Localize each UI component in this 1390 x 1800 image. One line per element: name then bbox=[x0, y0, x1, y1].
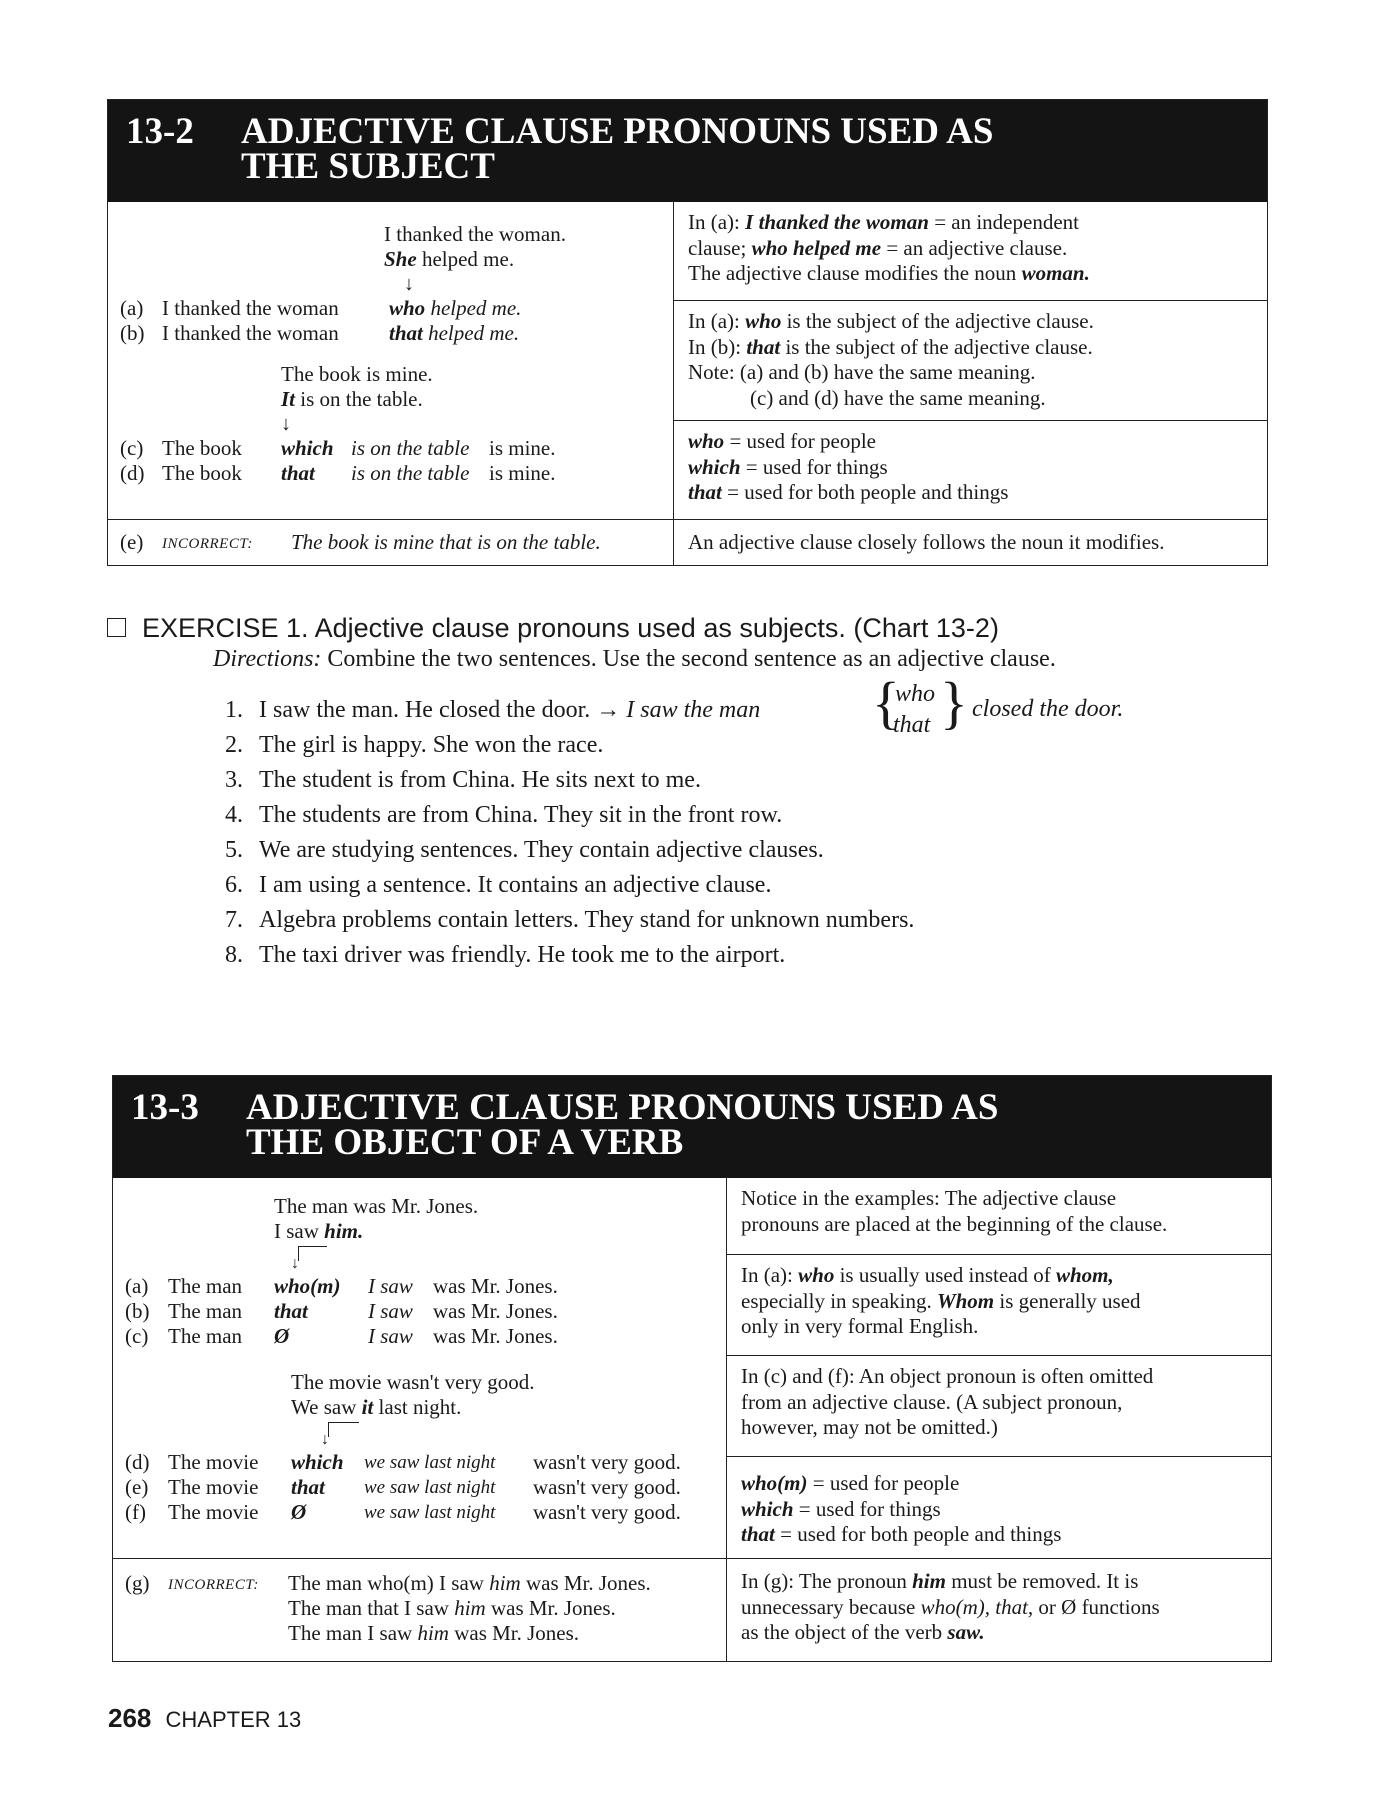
example-a-label: (a) bbox=[125, 1274, 149, 1298]
example-d-end: wasn't very good. bbox=[533, 1450, 681, 1474]
example-b-main: I thanked the woman bbox=[162, 321, 339, 345]
example-a-main: I thanked the woman bbox=[162, 296, 339, 320]
answer-option-that: that bbox=[893, 712, 931, 738]
example-b-pronoun: that bbox=[274, 1299, 308, 1323]
incorrect-example-cell bbox=[108, 520, 674, 565]
explanation-cell: In (a): who is the subject of the adjective clause. In (b): that is the subject of the adjective clause. Note: (a) and (b) have the same meaning. (c) and (d) have the same meaning. bbox=[674, 300, 1267, 420]
example-e-label: (e) bbox=[125, 1475, 149, 1499]
example-d-end: is mine. bbox=[489, 461, 556, 485]
page-number: 268 bbox=[108, 1703, 152, 1733]
exercise-item: 3. The student is from China. He sits next to me. bbox=[225, 767, 701, 793]
example-e-clause: we saw last night bbox=[364, 1477, 496, 1498]
example-sentence: The book is mine. bbox=[281, 362, 433, 386]
example-c-end: was Mr. Jones. bbox=[433, 1324, 558, 1348]
incorrect-sentence: The man who(m) I saw him was Mr. Jones. bbox=[288, 1571, 651, 1595]
example-g-label: (g) bbox=[125, 1571, 150, 1595]
example-d-pronoun: that bbox=[281, 461, 315, 485]
example-e-main: The movie bbox=[168, 1475, 259, 1499]
example-sentence: We saw it last night. bbox=[291, 1395, 462, 1419]
example-e-end: wasn't very good. bbox=[533, 1475, 681, 1499]
example-f-clause: we saw last night bbox=[364, 1502, 496, 1523]
exercise-item: 5. We are studying sentences. They contain adjective clauses. bbox=[225, 837, 824, 863]
exercise-item-1: 1. I saw the man. He closed the door. → I saw the man bbox=[225, 697, 761, 723]
explanation-cell: In (g): The pronoun him must be removed. It is unnecessary because who(m), that, or Ø functions as the object of the verb saw. bbox=[741, 1569, 1160, 1644]
chart-13-2 bbox=[107, 99, 1268, 566]
example-c-main: The book bbox=[162, 436, 242, 460]
examples-column bbox=[108, 202, 674, 519]
example-d-clause: we saw last night bbox=[364, 1452, 496, 1473]
explanation-text: An adjective clause closely follows the noun it modifies. bbox=[688, 530, 1165, 554]
exercise-item-1-answer-end: closed the door. bbox=[972, 696, 1124, 722]
chart-title-line2: THE SUBJECT bbox=[241, 146, 495, 187]
page-footer bbox=[108, 1703, 301, 1734]
example-sentence: I thanked the woman. bbox=[384, 222, 566, 246]
example-d-label: (d) bbox=[120, 461, 145, 485]
example-d-main: The book bbox=[162, 461, 242, 485]
incorrect-sentence: The man that I saw him was Mr. Jones. bbox=[288, 1596, 616, 1620]
explanations-column bbox=[674, 202, 1267, 519]
example-a-end: was Mr. Jones. bbox=[433, 1274, 558, 1298]
example-f-label: (f) bbox=[125, 1500, 146, 1524]
down-arrow-icon: ↓ bbox=[404, 273, 414, 295]
incorrect-label: INCORRECT: bbox=[168, 1577, 259, 1593]
answer-option-who: who bbox=[895, 681, 936, 707]
exercise-directions: Directions: Combine the two sentences. Use the second sentence as an adjective clause. bbox=[213, 646, 1056, 672]
example-sentence: I saw him. bbox=[274, 1219, 364, 1243]
chart-13-2-incorrect-row bbox=[108, 519, 1267, 565]
bent-arrow-icon bbox=[328, 1422, 359, 1437]
chart-13-3 bbox=[112, 1075, 1272, 1662]
explanation-cell: who(m) = used for people which = used for things that = used for both people and things bbox=[727, 1456, 1271, 1558]
chart-number: 13-2 bbox=[126, 111, 194, 152]
down-arrow-icon: ↓ bbox=[321, 1431, 329, 1448]
explanation-cell bbox=[674, 520, 1267, 565]
example-c-clause: I saw bbox=[368, 1324, 413, 1348]
example-d-label: (d) bbox=[125, 1450, 150, 1474]
chart-13-3-main-row bbox=[113, 1178, 1271, 1558]
example-f-main: The movie bbox=[168, 1500, 259, 1524]
example-b-clause: I saw bbox=[368, 1299, 413, 1323]
example-e-label: (e) bbox=[120, 530, 144, 554]
example-b-label: (b) bbox=[120, 321, 145, 345]
example-f-end: wasn't very good. bbox=[533, 1500, 681, 1524]
chart-13-3-header bbox=[113, 1076, 1271, 1178]
example-a-pronoun: who(m) bbox=[274, 1274, 341, 1298]
explanation-cell: In (a): I thanked the woman = an independent clause; who helped me = an adjective clause. The adjective clause modifies the noun woman. bbox=[688, 210, 1090, 285]
example-c-clause: is on the table bbox=[351, 436, 470, 460]
chart-title-line1: ADJECTIVE CLAUSE PRONOUNS USED AS bbox=[246, 1087, 999, 1128]
example-d-main: The movie bbox=[168, 1450, 259, 1474]
example-c-main: The man bbox=[168, 1324, 243, 1348]
chart-13-2-main-row bbox=[108, 202, 1267, 519]
explanation-cell: In (c) and (f): An object pronoun is often omitted from an adjective clause. (A subject pronoun, however, may not be omitted.) bbox=[727, 1355, 1271, 1456]
bent-arrow-icon bbox=[298, 1246, 327, 1261]
exercise-heading: EXERCISE 1. Adjective clause pronouns used as subjects. (Chart 13-2) bbox=[107, 613, 999, 644]
example-b-main: The man bbox=[168, 1299, 243, 1323]
example-d-clause: is on the table bbox=[351, 461, 470, 485]
example-b-clause: that helped me. bbox=[389, 321, 520, 345]
exercise-item: 6. I am using a sentence. It contains an adjective clause. bbox=[225, 872, 772, 898]
exercise-item: 7. Algebra problems contain letters. They stand for unknown numbers. bbox=[225, 907, 915, 933]
checkbox-icon bbox=[107, 618, 126, 637]
exercise-item: 8. The taxi driver was friendly. He took me to the airport. bbox=[225, 942, 786, 968]
examples-column bbox=[113, 1178, 727, 1558]
example-c-end: is mine. bbox=[489, 436, 556, 460]
explanation-cell: who = used for people which = used for things that = used for both people and things bbox=[674, 420, 1267, 519]
example-sentence: The movie wasn't very good. bbox=[291, 1370, 535, 1394]
chart-title-line1: ADJECTIVE CLAUSE PRONOUNS USED AS bbox=[241, 111, 994, 152]
chart-13-3-incorrect-row bbox=[113, 1558, 1271, 1662]
right-brace-icon: } bbox=[940, 670, 968, 735]
example-a-label: (a) bbox=[120, 296, 144, 320]
example-sentence: She helped me. bbox=[384, 247, 515, 271]
chapter-label: CHAPTER 13 bbox=[165, 1707, 302, 1732]
example-sentence: The man was Mr. Jones. bbox=[274, 1194, 479, 1218]
example-sentence: It is on the table. bbox=[281, 387, 423, 411]
example-b-label: (b) bbox=[125, 1299, 150, 1323]
example-b-end: was Mr. Jones. bbox=[433, 1299, 558, 1323]
example-c-label: (c) bbox=[120, 436, 144, 460]
left-brace-icon: { bbox=[872, 670, 900, 735]
example-f-pronoun: Ø bbox=[291, 1500, 307, 1524]
incorrect-sentence: The man I saw him was Mr. Jones. bbox=[288, 1621, 580, 1645]
example-a-main: The man bbox=[168, 1274, 243, 1298]
exercise-item: 4. The students are from China. They sit in the front row. bbox=[225, 802, 783, 828]
explanation-cell: Notice in the examples: The adjective clause pronouns are placed at the beginning of the clause. bbox=[741, 1186, 1168, 1236]
example-c-label: (c) bbox=[125, 1324, 149, 1348]
incorrect-sentence: The book is mine that is on the table. bbox=[291, 530, 601, 554]
down-arrow-icon: ↓ bbox=[291, 1255, 299, 1272]
chart-number: 13-3 bbox=[131, 1087, 199, 1128]
example-d-pronoun: which bbox=[291, 1450, 344, 1474]
example-e-pronoun: that bbox=[291, 1475, 325, 1499]
example-a-clause: who helped me. bbox=[389, 296, 522, 320]
down-arrow-icon: ↓ bbox=[281, 413, 291, 435]
explanation-cell: In (a): who is usually used instead of whom, especially in speaking. Whom is generally used only in very formal English. bbox=[727, 1254, 1271, 1355]
exercise-item: 2. The girl is happy. She won the race. bbox=[225, 732, 604, 758]
example-a-clause: I saw bbox=[368, 1274, 413, 1298]
chart-13-2-header bbox=[108, 100, 1267, 202]
chart-title-line2: THE OBJECT OF A VERB bbox=[246, 1122, 684, 1163]
incorrect-example-cell bbox=[113, 1559, 727, 1662]
explanations-column bbox=[727, 1178, 1271, 1558]
example-c-pronoun: which bbox=[281, 436, 334, 460]
example-c-pronoun: Ø bbox=[274, 1324, 290, 1348]
incorrect-label: INCORRECT: bbox=[162, 536, 253, 552]
right-arrow-icon: → bbox=[596, 697, 621, 723]
